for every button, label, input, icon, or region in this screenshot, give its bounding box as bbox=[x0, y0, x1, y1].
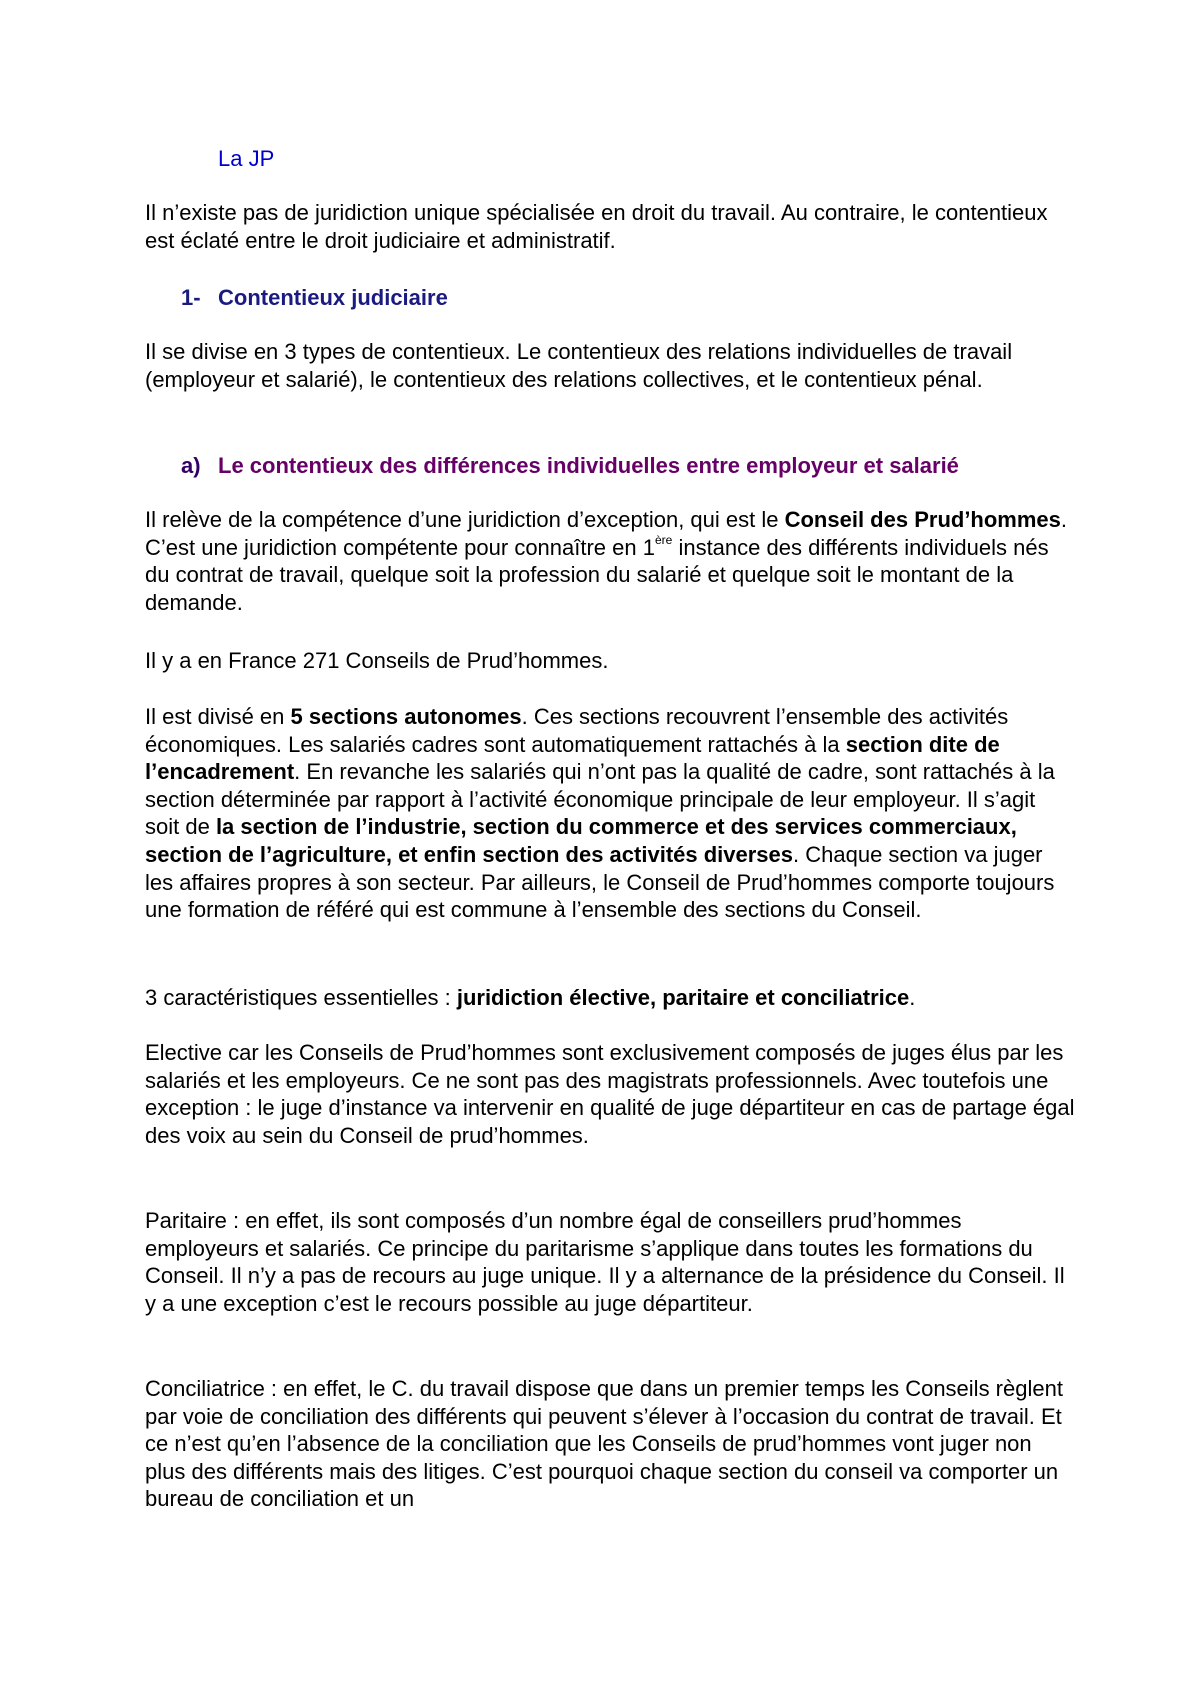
section-a-title: Le contentieux des différences individuelles entre employeur et salarié bbox=[218, 453, 959, 478]
france-paragraph: Il y a en France 271 Conseils de Prud’hommes. bbox=[145, 648, 609, 673]
section-a-number: a) bbox=[181, 453, 201, 478]
competence-paragraph bbox=[145, 506, 1075, 616]
text-run: . bbox=[909, 985, 916, 1010]
text-run: 3 caractéristiques essentielles : bbox=[145, 985, 457, 1010]
conciliatrice-paragraph: Conciliatrice : en effet, le C. du travail dispose que dans un premier temps les Conseils règlent par voie de conciliation des différents qui peuvent s’élever à l’occasion du contrat de travail. Et ce n’est qu’en l’absence de la conciliation que les Conseils de prud’hommes vont juger non plus des différents mais des litiges. C’est pourquoi chaque section du conseil va comporter un bureau de conciliation et un bbox=[145, 1376, 1063, 1512]
bold-run: Conseil des Prud’hommes bbox=[784, 507, 1061, 532]
text-run: instance des différents individuels nés du contrat de travail, quelque soit la profession du salarié et quelque soit le montant de la demande. bbox=[145, 534, 1049, 615]
paritaire-paragraph: Paritaire : en effet, ils sont composés d’un nombre égal de conseillers prud’hommes employeurs et salariés. Ce principe du paritarisme s’applique dans toutes les formations du Conseil. Il n’y a pas de recours au juge unique. Il y a alternance de la présidence du Conseil. Il y a une exception c’est le recours possible au juge départiteur. bbox=[145, 1208, 1065, 1316]
types-paragraph: Il se divise en 3 types de contentieux. Le contentieux des relations individuelles de travail (employeur et salarié), le contentieux des relations collectives, et le contentieux pénal. bbox=[145, 339, 1013, 392]
section-1-title: Contentieux judiciaire bbox=[218, 285, 448, 310]
sections-paragraph bbox=[145, 703, 1075, 924]
text-run: Il relève de la compétence d’une juridiction d’exception, qui est le bbox=[145, 507, 785, 532]
superscript: ère bbox=[654, 533, 673, 548]
bold-run: section dite de l’encadrement bbox=[145, 731, 1000, 785]
document-title: La JP bbox=[218, 146, 275, 171]
text-run: . Ces sections recouvrent l’ensemble des activités économiques. Les salariés cadres sont automatiquement rattachés à la bbox=[145, 704, 1009, 757]
text-run: . En revanche les salariés qui n’ont pas la qualité de cadre, sont rattachés à la section déterminée par rapport à l’activité économique principale de leur employeur. Il s’agit soit de bbox=[145, 759, 1055, 840]
text-run: Il est divisé en bbox=[145, 704, 291, 729]
bold-run: 5 sections autonomes bbox=[290, 704, 522, 729]
bold-run: la section de l’industrie, section du commerce et des services commerciaux, section de l’agriculture, et enfin section des activités diverses bbox=[145, 814, 1017, 867]
bold-run: juridiction élective, paritaire et conciliatrice bbox=[456, 985, 910, 1010]
text-run: . Chaque section va juger les affaires propres à son secteur. Par ailleurs, le Conseil de Prud’hommes comporte toujours une formation de référé qui est commune à l’ensemble des sections du Conseil. bbox=[145, 841, 1055, 923]
elective-paragraph: Elective car les Conseils de Prud’hommes sont exclusivement composés de juges élus par les salariés et les employeurs. Ce ne sont pas des magistrats professionnels. Avec toutefois une exception : le juge d’instance va intervenir en qualité de juge départiteur en cas de partage égal des voix au sein du Conseil de prud’hommes. bbox=[145, 1040, 1075, 1148]
caracteristiques-paragraph bbox=[145, 984, 1075, 1012]
text-run: . C’est une juridiction compétente pour connaître en 1 bbox=[145, 507, 1068, 560]
intro-paragraph: Il n’existe pas de juridiction unique spécialisée en droit du travail. Au contraire, le contentieux est éclaté entre le droit judiciaire et administratif. bbox=[145, 200, 1048, 253]
section-1-number: 1- bbox=[181, 285, 201, 310]
